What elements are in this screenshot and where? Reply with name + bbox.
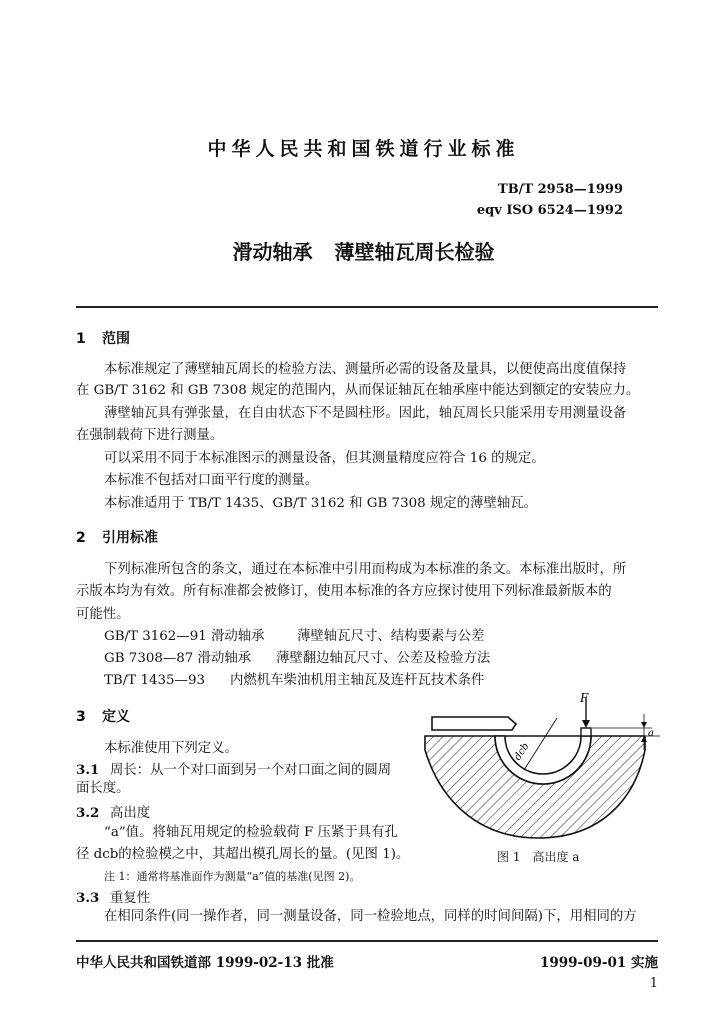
s1-p2-line2: 在强制载荷下进行测量。	[76, 428, 224, 443]
definition-3-3-line1: 在相同条件(同一操作者，同一测量设备，同一检验地点，同样的时间间隔)下，用相同的方	[104, 909, 637, 924]
approval-statement: 中华人民共和国铁道部 1999-02-13 批准	[76, 955, 334, 971]
definition-3-2-line1: “a”值。将轴瓦用规定的检验载荷 F 压紧于具有孔	[104, 825, 398, 840]
s2-p1-line2: 示版本均为有效。所有标准都会被修订，使用本标准的各方应探讨使用下列标准最新版本的	[76, 584, 612, 599]
reference-item: TB/T 1435—93 内燃机车柴油机用主轴瓦及连杆瓦技术条件	[104, 673, 485, 688]
label-a: a	[648, 728, 654, 739]
page-number: 1	[649, 976, 658, 991]
equivalent-standard: eqv ISO 6524—1992	[476, 203, 623, 218]
definition-3-1-line2: 面长度。	[76, 781, 130, 796]
s1-p5: 本标准适用于 TB/T 1435、GB/T 3162 和 GB 7308 规定的薄壁轴瓦。	[104, 496, 538, 511]
section-3-heading: 3 定义	[76, 709, 130, 725]
s1-p3: 可以采用不同于本标准图示的测量设备，但其测量精度应符合 16 的规定。	[104, 451, 545, 466]
label-dcb: dcb	[512, 741, 532, 763]
definition-3-3: 3.3 重复性	[76, 890, 151, 906]
section-2-heading: 2 引用标准	[76, 530, 158, 546]
definition-3-2: 3.2 高出度	[76, 805, 151, 821]
definition-3-2-line2: 径 dcb的检验模之中，其超出模孔周长的量。(见图 1)。	[76, 847, 410, 862]
definition-3-1: 3.1 周长：从一个对口面到另一个对口面之间的圆周	[76, 762, 392, 778]
figure-1-diagram	[420, 690, 665, 870]
footer-divider	[76, 940, 658, 942]
s1-p2-line1: 薄壁轴瓦具有弹张量，在自由状态下不是圆柱形。因此，轴瓦周长只能采用专用测量设备	[104, 406, 627, 421]
title-part-1: 滑动轴承	[232, 240, 313, 264]
s2-p1-line1: 下列标准所包含的条文，通过在本标准中引用而构成为本标准的条文。本标准出版时，所	[104, 562, 627, 577]
s1-p1-line1: 本标准规定了薄壁轴瓦周长的检验方法、测量所必需的设备及量具，以便使高出度值保持	[104, 362, 627, 377]
label-F: F	[580, 691, 589, 705]
s1-p4: 本标准不包括对口面平行度的测量。	[104, 473, 319, 488]
reference-item: GB/T 3162—91 滑动轴承 薄壁轴瓦尺寸、结构要素与公差	[104, 629, 485, 644]
standard-number: TB/T 2958—1999	[498, 182, 623, 197]
title-part-2: 薄壁轴瓦周长检验	[334, 240, 495, 264]
s2-p1-line3: 可能性。	[76, 607, 130, 622]
section-1-heading: 1 范围	[76, 331, 130, 347]
s1-p1-line2: 在 GB/T 3162 和 GB 7308 规定的范围内，从而保证轴瓦在轴承座中能达到额定的安装应力。	[76, 383, 640, 398]
org-title: 中华人民共和国铁道行业标准	[207, 138, 520, 160]
note-1: 注 1：通常将基准面作为测量“a”值的基准(见图 2)。	[104, 870, 361, 883]
implementation-date: 1999-09-01 实施	[539, 955, 658, 971]
figure-1-caption: 图 1 高出度 a	[497, 850, 580, 864]
s3-intro: 本标准使用下列定义。	[104, 741, 238, 756]
load-pad	[432, 717, 516, 730]
reference-item: GB 7308—87 滑动轴承 薄壁翻边轴瓦尺寸、公差及检验方法	[104, 651, 491, 666]
header-divider	[76, 306, 658, 308]
diameter-line	[524, 718, 557, 770]
document-title	[0, 236, 727, 265]
die-block	[425, 736, 645, 838]
